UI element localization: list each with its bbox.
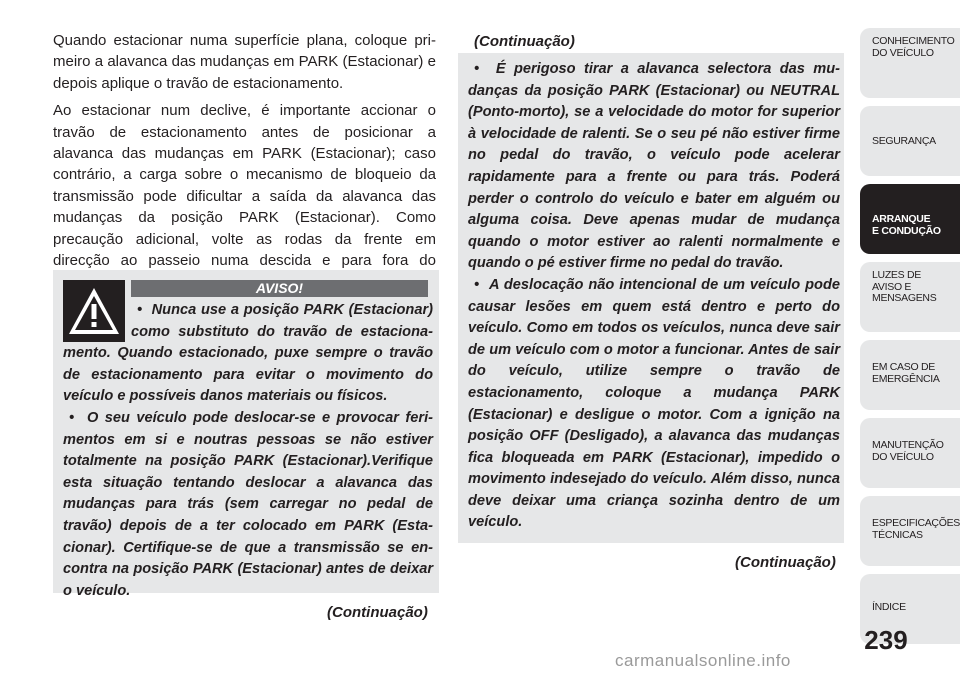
paragraph: Quando estacionar numa superfície plana, coloque primeiro a alavanca das mudanças em PARK (Estacionar) e depois aplique o travão de estacionamento. — [53, 32, 436, 92]
watermark: carmanualsonline.info — [615, 651, 791, 670]
warning-bullet: • A deslocação não intencional de um veículo pode causar lesões em quem está dentro e perto do veículo. Como em todos os veículos, nunca deve sair de um veículo com o motor a funcionar. Antes de sair do veículo, utilize sempre o travão de estacionamento, coloque a mudança PARK (Estacionar) e desligue o motor. Com a ignição na posição OFF (Desligado), a alavanca das mudanças fica bloqueada em PARK (Estacionar), impedido o movimento indesejado do veículo. Além disso, nunca deve deixar uma criança sozinha dentro de um veículo. — [468, 276, 841, 531]
tab-arranque[interactable]: ARRANQUE E CONDUÇÃO — [860, 184, 960, 254]
warning-title-bar — [131, 280, 428, 297]
warning-bullet: • O seu veículo pode deslocar-se e provocar ferimentos em si e noutras pessoas se não estiver totalmente na posição PARK (Estacionar).Verifique esta situação tentando deslocar a alavanca das mudanças para trás (sem carregar no pedal de travão) depois de a ter colocado em PARK (Estacionar). Certifique-se de que a transmissão se encontra na posição PARK (Estacionar) antes de deixar o veículo. — [63, 409, 433, 599]
tab-emergencia[interactable]: EM CASO DE EMERGÊNCIA — [860, 340, 960, 410]
tab-conhecimento[interactable]: CONHECIMENTO DO VEÍCULO — [860, 28, 960, 98]
warning-title: AVISO! — [255, 280, 304, 296]
tab-luzes[interactable]: LUZES DE AVISO E MENSAGENS — [860, 262, 960, 332]
warning-text — [63, 300, 433, 602]
tab-seguranca[interactable]: SEGURANÇA — [860, 106, 960, 176]
tab-manutencao[interactable]: MANUTENÇÃO DO VEÍCULO — [860, 418, 960, 488]
continuation-label: (Continuação) — [735, 554, 836, 571]
left-column — [53, 30, 436, 299]
paragraph: Ao estacionar num declive, é importante accionar o travão de estacionamento antes de posicionar a alavanca das mudanças em PARK (Estacionar); caso contrário, a carga sobre o mecanismo de bloqueio da transmissão pode dificultar a saída da alavanca das mudanças da posição PARK (Estacionar). Como precaução adicional, volte as rodas da frente em direcção ao passeio numa descida e para fora do — [53, 102, 436, 270]
continuation-label: (Continuação) — [327, 604, 428, 621]
tab-indice[interactable]: ÍNDICE — [860, 574, 960, 644]
page-number: 239 — [864, 625, 908, 655]
warning-bullet: • Nunca use a posição PARK (Estacionar) como substituto do travão de estacionamento. Quando estacionado, puxe sempre o travão de estacionamento para evitar o movimento do veículo e possíveis danos materiais ou físicos. — [63, 302, 434, 405]
warning-bullet: • É perigoso tirar a alavanca selectora das mudanças da posição PARK (Estacionar) ou NEUTRAL (Ponto-morto), se a velocidade do motor for superior à velocidade de ralenti. Se o seu pé não estiver firme no pedal do travão, o veículo pode acelerar rapidamente para a frente ou para trás. Poderá perder o controlo do veículo e bater em alguém ou alguma coisa. Deve apenas mudar de mudança quando o motor estiver ao ralenti normalmente e quando o pé estiver firme no pedal do travão. — [468, 61, 840, 272]
warning-box-continued — [458, 53, 844, 543]
continuation-header: (Continuação) — [474, 33, 575, 50]
tab-especificacoes[interactable]: ESPECIFICAÇÕES TÉCNICAS — [860, 496, 960, 566]
warning-text — [468, 59, 840, 534]
warning-box — [53, 270, 439, 599]
